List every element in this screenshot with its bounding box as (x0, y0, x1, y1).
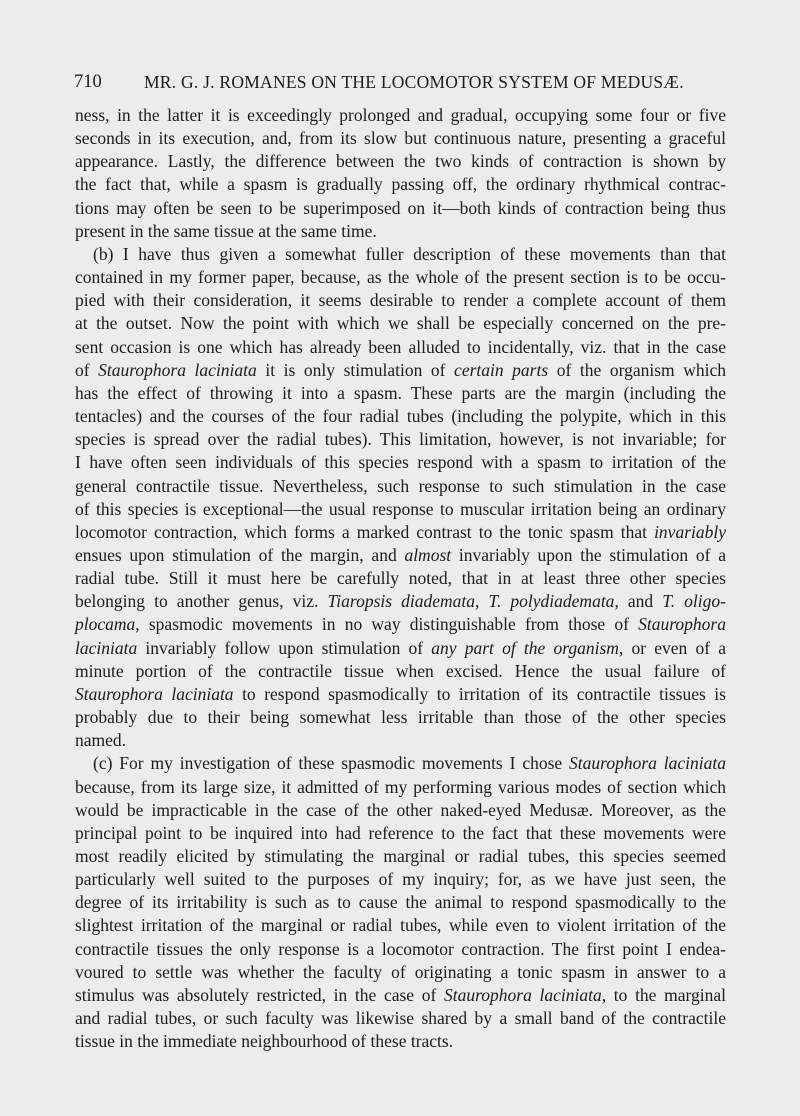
text-line: degree of its irritability is such as to cause the animal to respond spasmodically to the (75, 892, 726, 913)
text-line: seconds in its execution, and, from its slow but continuous nature, presenting a graceful (75, 128, 726, 149)
text-line: the fact that, while a spasm is gradually passing off, the ordinary rhythmical contrac- (75, 174, 726, 195)
text-line: radial tube. Still it must here be carefully noted, that in at least three other species (75, 568, 726, 589)
text-line: laciniata invariably follow upon stimulation of any part of the organism, or even of a (75, 637, 727, 658)
text-line: named. (75, 730, 127, 751)
text-line: belonging to another genus, viz. Tiaropsis diademata, T. polydiademata, and T. oligo- (75, 591, 726, 612)
text-line: and radial tubes, or such faculty was likewise shared by a small band of the contractile (75, 1008, 726, 1029)
text-line: I have often seen individuals of this species respond with a spasm to irritation of the (75, 452, 726, 473)
text-line: minute portion of the contractile tissue when excised. Hence the usual failure of (75, 660, 726, 681)
body-text (75, 104, 726, 1053)
page-header (74, 70, 726, 94)
text-line: most readily elicited by stimulating the marginal or radial tubes, this species seemed (75, 846, 726, 866)
text-line: (c) For my investigation of these spasmodic movements I chose Staurophora laciniata (93, 753, 726, 774)
text-line: species is spread over the radial tubes). This limitation, however, is not invariable; for (75, 429, 726, 450)
text-line: contractile tissues the only response is a locomotor contraction. The first point I endea- (75, 938, 726, 959)
text-line: (b) I have thus given a somewhat fuller description of these movements than that (93, 243, 726, 264)
page-number: 710 (74, 72, 102, 92)
text-line: tentacles) and the courses of the four radial tubes (including the polypite, which in this (75, 406, 726, 427)
running-title: MR. G. J. ROMANES ON THE LOCOMOTOR SYSTEM OF MEDUSÆ. (144, 72, 684, 92)
text-line: Staurophora laciniata to respond spasmodically to irritation of its contractile tissues is (75, 683, 726, 704)
text-line: pied with their consideration, it seems desirable to render a complete account of them (75, 290, 726, 311)
text-line: sent occasion is one which has already been alluded to incidentally, viz. that in the case (75, 336, 726, 357)
text-line: voured to settle was whether the faculty of originating a tonic spasm in answer to a (75, 961, 726, 982)
text-line: would be impracticable in the case of the other naked-eyed Medusæ. Moreover, as the (75, 799, 726, 820)
text-line: ness, in the latter it is exceedingly prolonged and gradual, occupying some four or five (75, 105, 726, 125)
text-line: plocama, spasmodic movements in no way distinguishable from those of Staurophora (75, 614, 726, 635)
text-line: of Staurophora laciniata it is only stimulation of certain parts of the organism which (75, 359, 726, 380)
text-line: principal point to be inquired into had reference to the fact that these movements were (75, 822, 726, 843)
text-line: ensues upon stimulation of the margin, and almost invariably upon the stimulation of a (75, 544, 726, 565)
text-line: contained in my former paper, because, as the whole of the present section is to be occu- (75, 267, 726, 288)
text-line: locomotor contraction, which forms a marked contrast to the tonic spasm that invariably (75, 521, 726, 542)
text-line: tissue in the immediate neighbourhood of these tracts. (75, 1031, 454, 1052)
text-line: present in the same tissue at the same time. (75, 220, 377, 241)
text-line: because, from its large size, it admitted of my performing various modes of section which (75, 776, 726, 797)
text-line: probably due to their being somewhat less irritable than those of the other species (75, 707, 726, 728)
text-line: tions may often be seen to be superimposed on it—both kinds of contraction being thus (75, 197, 726, 218)
text-line: stimulus was absolutely restricted, in the case of Staurophora laciniata, to the marginal (75, 984, 726, 1005)
text-line: particularly well suited to the purposes of my inquiry; for, as we have just seen, the (75, 869, 726, 890)
text-line: has the effect of throwing it into a spasm. These parts are the margin (including the (75, 382, 726, 403)
text-line: of this species is exceptional—the usual response to muscular irritation being an ordinary (75, 498, 726, 519)
text-line: at the outset. Now the point with which we shall be especially concerned on the pre- (75, 313, 726, 334)
text-line: general contractile tissue. Nevertheless, such response to such stimulation in the case (75, 475, 726, 496)
text-line: appearance. Lastly, the difference between the two kinds of contraction is shown by (75, 151, 726, 172)
text-line: slightest irritation of the marginal or radial tubes, while even to violent irritation of the (75, 915, 726, 936)
